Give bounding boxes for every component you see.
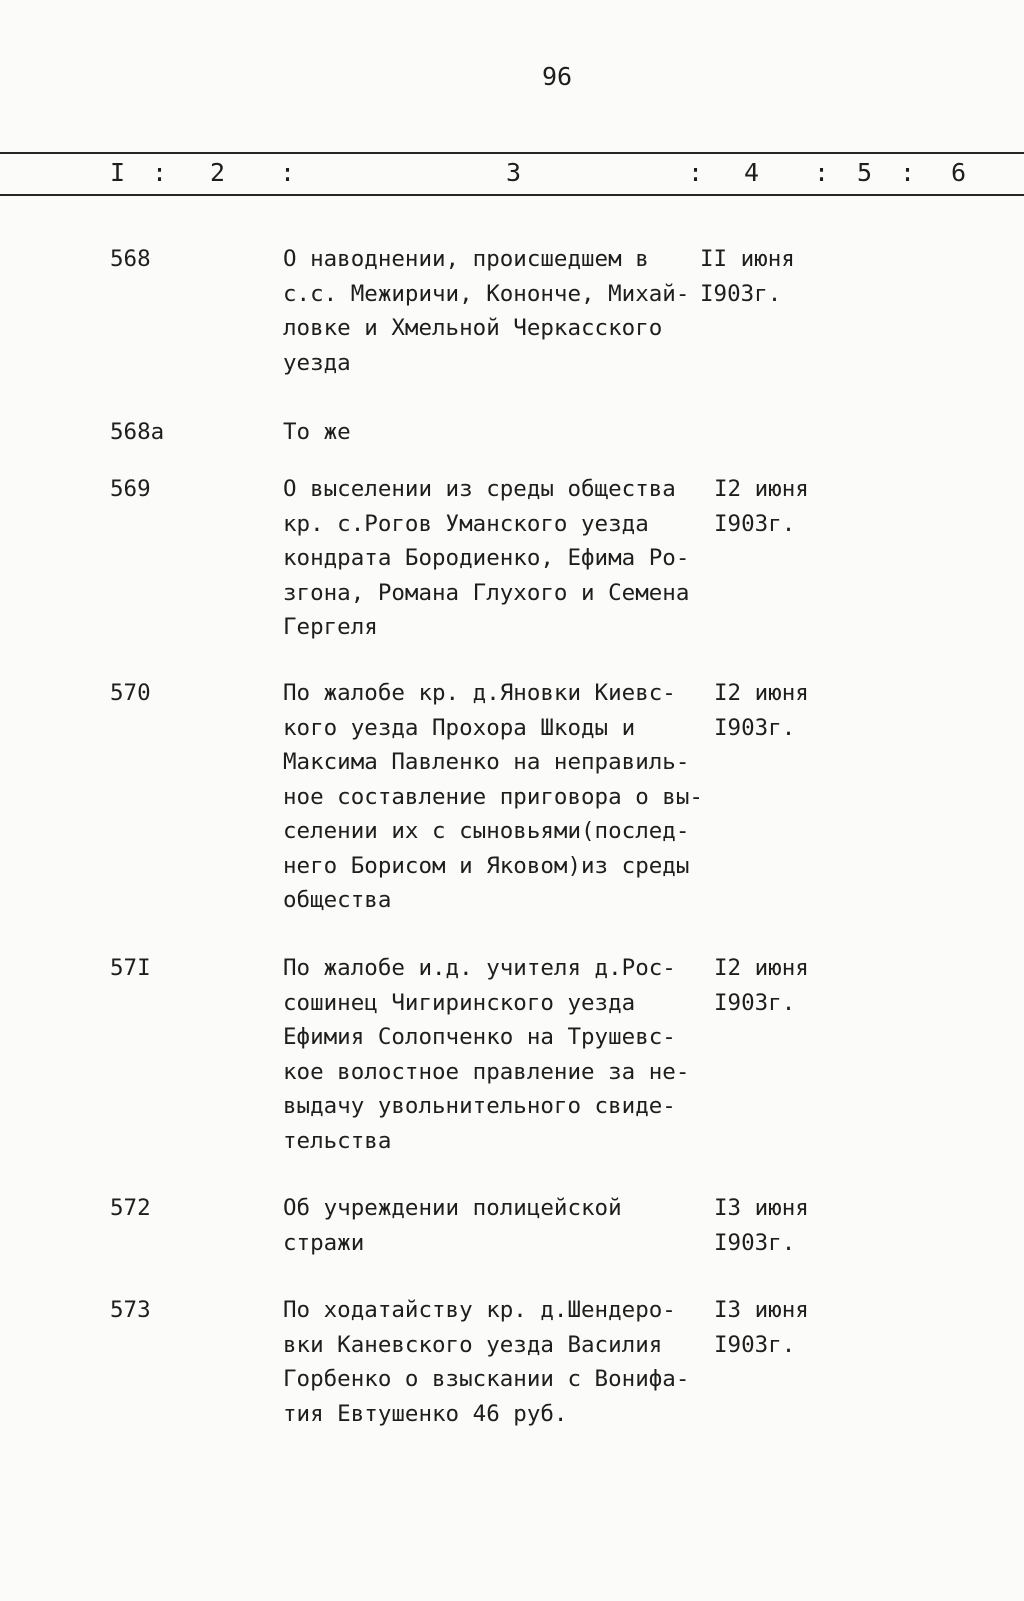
record-date-line: I2 июня — [714, 955, 809, 981]
record-number: 57I — [110, 955, 151, 981]
record-title-line: По жалобе и.д. учителя д.Рос- — [283, 955, 676, 981]
record-date-line: I2 июня — [714, 476, 809, 502]
record-title-line: выдачу увольнительного свиде- — [283, 1093, 676, 1119]
record-title-line: тельства — [283, 1127, 392, 1154]
column-header-sep: : — [688, 158, 704, 187]
column-header-3: 3 — [506, 158, 522, 187]
record-date-line: II июня — [700, 246, 795, 272]
record-date-line: I903г. — [714, 510, 796, 537]
record-title-line: По жалобе кр. д.Яновки Киевс- — [283, 680, 676, 706]
record-date-line: I3 июня — [714, 1297, 809, 1323]
record-title-line: вки Каневского уезда Василия — [283, 1331, 663, 1358]
record-date-line: I903г. — [700, 280, 782, 307]
record-title-line: ное составление приговора о вы- — [283, 783, 703, 810]
record-date-line: I903г. — [714, 714, 796, 741]
record-title — [283, 415, 723, 450]
record-title — [283, 242, 723, 380]
record-number: 573 — [110, 1297, 151, 1323]
record-title-line: стражи — [283, 1229, 365, 1256]
record-title-line: кого уезда Прохора Шкоды и — [283, 714, 636, 741]
record-title — [283, 676, 723, 918]
column-header-5: 5 — [857, 158, 873, 187]
column-header-sep: : — [814, 158, 830, 187]
record-date-line: I903г. — [714, 989, 796, 1016]
record-date-line: I3 июня — [714, 1195, 809, 1221]
record-title-line: сошинец Чигиринского уезда — [283, 989, 636, 1016]
record-date — [714, 1293, 809, 1362]
record-title-line: селении их с сыновьями(послед- — [283, 818, 690, 844]
record-title-line: с.с. Межиричи, Конончe, Михай- — [283, 280, 690, 307]
record-title — [283, 951, 723, 1158]
record-title-line: По ходатайству кр. д.Шендеро- — [283, 1297, 676, 1323]
record-date-line: I903г. — [714, 1331, 796, 1358]
column-header-4: 4 — [744, 158, 760, 187]
record-title-line: уезда — [283, 349, 351, 376]
record-date — [714, 676, 809, 745]
record-date-line: I903г. — [714, 1229, 796, 1256]
record-number: 572 — [110, 1195, 151, 1221]
record-title-line: кр. с.Рогов Уманского уезда — [283, 510, 649, 537]
record-title-line: ловке и Хмельной Черкасского — [283, 315, 663, 341]
header-rule-bottom — [0, 194, 1024, 196]
column-header-2: 2 — [210, 158, 226, 187]
record-title-line: То же — [283, 419, 351, 445]
record-date — [714, 472, 809, 541]
record-title-line: Горбенко о взыскании с Вонифа- — [283, 1366, 690, 1392]
record-date — [714, 1191, 809, 1260]
record-title-line: тия Евтушенко 46 руб. — [283, 1400, 568, 1427]
record-title-line: О наводнении, происшедшем в — [283, 246, 649, 272]
header-rule-top — [0, 152, 1024, 154]
record-date-line: I2 июня — [714, 680, 809, 706]
record-number: 569 — [110, 476, 151, 502]
record-number: 568а — [110, 419, 165, 445]
record-date — [700, 242, 795, 311]
record-title — [283, 1191, 723, 1260]
column-header-sep: : — [900, 158, 916, 187]
record-date — [714, 951, 809, 1020]
record-title-line: кондрата Бородиенко, Ефима Ро- — [283, 545, 690, 571]
record-title-line: Ефимия Солопченко на Трушевс- — [283, 1024, 676, 1050]
column-header-1: I — [110, 158, 126, 187]
record-number: 570 — [110, 680, 151, 706]
column-header-sep: : — [152, 158, 168, 187]
record-title-line: Гергеля — [283, 614, 378, 640]
record-title — [283, 1293, 723, 1431]
record-title-line: згона, Романа Глухого и Семена — [283, 579, 690, 606]
record-title-line: него Борисом и Яковом)из среды — [283, 852, 690, 879]
record-title — [283, 472, 723, 645]
column-header-6: 6 — [951, 158, 967, 187]
record-title-line: Об учреждении полицейской — [283, 1195, 622, 1221]
record-title-line: Максима Павленко на неправиль- — [283, 749, 690, 775]
record-number: 568 — [110, 246, 151, 272]
record-title-line: кое волостное правление за не- — [283, 1058, 690, 1085]
column-header-sep: : — [280, 158, 296, 187]
record-title-line: О выселении из среды общества — [283, 476, 676, 502]
record-title-line: общества — [283, 887, 392, 913]
page-number: 96 — [542, 62, 573, 91]
